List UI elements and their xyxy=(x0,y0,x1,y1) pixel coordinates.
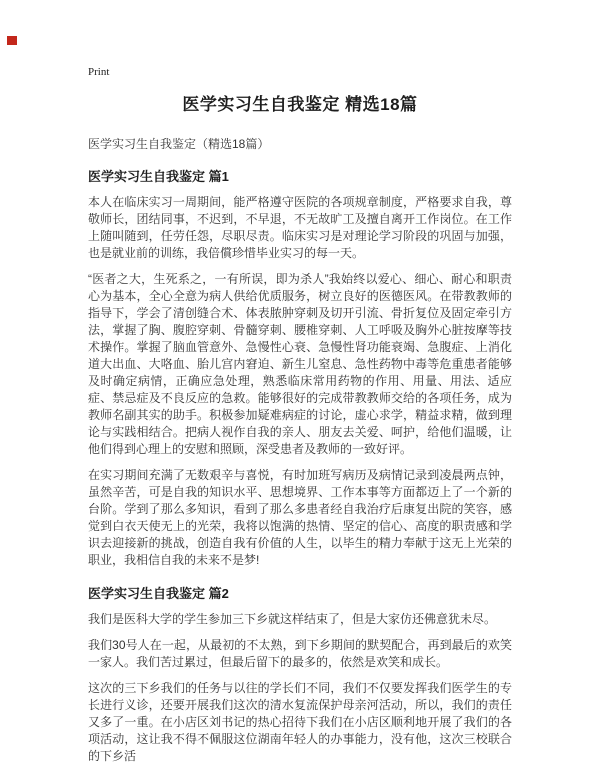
section-1-heading: 医学实习生自我鉴定 篇1 xyxy=(88,169,229,184)
document-subtitle: 医学实习生自我鉴定（精选18篇） xyxy=(88,137,270,151)
section-2-paragraph-2: 我们30号人在一起，从最初的不太熟，到下乡期间的默契配合，再到最后的欢笑一家人。我们苦过累过，但最后留下的最多的，依然是欢笑和成长。 xyxy=(88,638,512,669)
section-1-paragraph-3: 在实习期间充满了无数艰辛与喜悦，有时加班写病历及病情记录到凌晨两点钟，虽然辛苦，可是自我的知识水平、思想境界、工作本事等方面都迈上了一个新的台阶。学到了那么多知识，看到了那么多患者经自我治疗后康复出院的笑容，感觉到白衣天使无上的光荣，我将以饱满的热情、坚定的信心、高度的职责感和学识去迎接新的挑战，创造自我有价值的人生，以毕生的精力奉献于这无上光荣的职业，我相信自我的未来不是梦! xyxy=(88,468,512,567)
section-2-paragraph-3: 这次的三下乡我们的任务与以往的学长们不同，我们不仅要发挥我们医学生的专长进行义诊，还要开展我们这次的清水复流保护母亲河活动，所以，我们的责任又多了一重。在小店区刘书记的热心招待下我们在小店区顺利地开展了我们的各项活动，这让我不得不佩服这位湖南年轻人的办事能力，没有他，这次三校联合的下乡活 xyxy=(88,681,512,763)
red-square-marker xyxy=(7,36,17,45)
print-link[interactable]: Print xyxy=(88,66,110,78)
document-content xyxy=(88,0,512,765)
section-2-paragraph-1: 我们是医科大学的学生参加三下乡就这样结束了，但是大家仿还佛意犹未尽。 xyxy=(88,612,497,626)
section-1-paragraph-1: 本人在临床实习一周期间，能严格遵守医院的各项规章制度，严格要求自我，尊敬师长，团结同事，不迟到，不早退，不无故旷工及擅自离开工作岗位。在工作上随叫随到，任劳任怨，尽职尽责。临床实习是对理论学习阶段的巩固与加强，也是就业前的训练，我倍償珍惜毕业实习的每一天。 xyxy=(88,195,512,260)
page-title: 医学实习生自我鉴定 精选18篇 xyxy=(182,95,418,114)
section-1-paragraph-2: “医者之大，生死系之，一有所误，即为杀人”我始终以爱心、细心、耐心和职责心为基本，全心全意为病人供给优质服务，树立良好的医德医风。在带教教师的指导下，学会了清创缝合术、体表脓肿穿刺及切开引流、骨折复位及固定牵引方法，掌握了胸、腹腔穿刺、骨髓穿刺、腰椎穿刺、人工呼吸及胸外心脏按摩等技术操作。掌握了脑血管意外、急慢性心衰、急慢性肾功能衰竭、急腹症、上消化道大出血、大咯血、胎儿宫内窘迫、新生儿窒息、急性药物中毒等危重患者能够及时确定病情，正确应急处理，熟悉临床常用药物的作用、用量、用法、适应症、禁忌症及不良反应的急救。能够很好的完成带教教师交给的各项任务，成为教师名副其实的助手。积极参加疑难病症的讨论，虚心求学，精益求精，做到理论与实践相结合。把病人视作自我的亲人、朋友去关爱、呵护，给他们温暖，让他们得到心理上的安慰和照顾，深受患者及教师的一致好评。 xyxy=(88,272,512,456)
section-2-heading: 医学实习生自我鉴定 篇2 xyxy=(88,586,229,601)
